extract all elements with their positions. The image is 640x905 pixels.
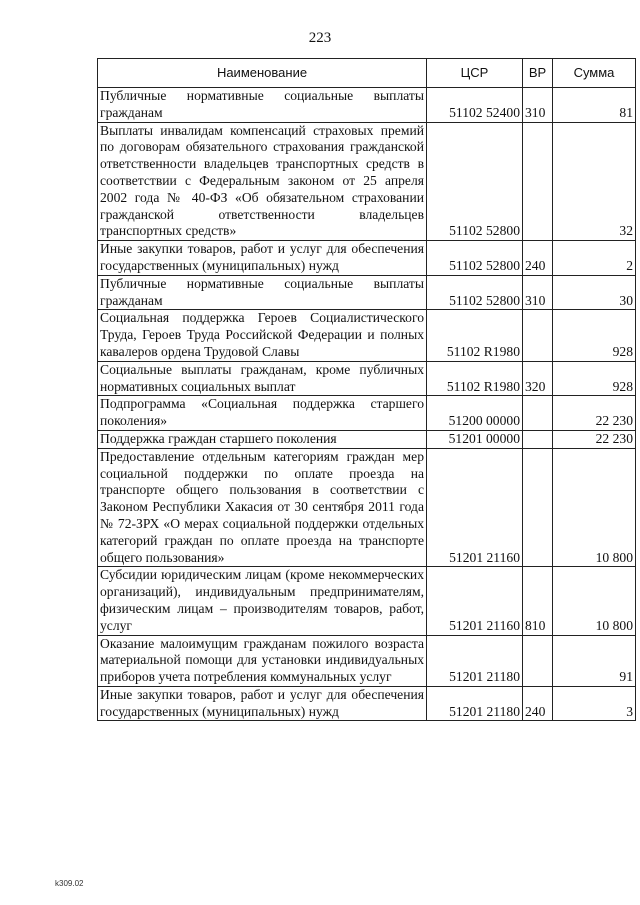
row-name: Субсидии юридическим лицам (кроме некоммерческих организаций), индивидуальным предпринимателям, физическим лицам – производителям товаров, работ, услуг [98, 567, 427, 635]
row-sum: 10 800 [553, 448, 636, 567]
footer-code: k309.02 [55, 879, 84, 888]
row-vr [523, 448, 553, 567]
table-body [98, 88, 636, 721]
row-name: Иные закупки товаров, работ и услуг для обеспечения государственных (муниципальных) нужд [98, 686, 427, 721]
row-name: Иные закупки товаров, работ и услуг для обеспечения государственных (муниципальных) нужд [98, 241, 427, 276]
row-sum: 32 [553, 122, 636, 241]
row-vr [523, 396, 553, 431]
table-row [98, 396, 636, 431]
row-sum: 30 [553, 275, 636, 310]
row-name: Предоставление отдельным категориям граждан мер социальной поддержки по оплате проезда на транспорте общего пользования в соответствии с Законом Республики Хакасия от 30 сентября 2011 года № 72-ЗРХ «О мерах социальной поддержки отдельных категорий граждан по оплате проезда на транспорте общего пользования» [98, 448, 427, 567]
row-name: Социальная поддержка Героев Социалистического Труда, Героев Труда Российской Федерации и полных кавалеров ордена Трудовой Славы [98, 310, 427, 361]
row-vr: 240 [523, 686, 553, 721]
row-sum: 3 [553, 686, 636, 721]
table-row [98, 567, 636, 635]
table-row [98, 686, 636, 721]
table-row [98, 430, 636, 448]
row-name: Поддержка граждан старшего поколения [98, 430, 427, 448]
row-vr [523, 430, 553, 448]
row-vr: 310 [523, 88, 553, 123]
table-row [98, 448, 636, 567]
table-header-row [98, 59, 636, 88]
table-row [98, 361, 636, 396]
table-row [98, 122, 636, 241]
row-code: 51102 52800 [427, 122, 523, 241]
budget-table [97, 58, 636, 721]
row-sum: 91 [553, 635, 636, 686]
row-sum: 22 230 [553, 430, 636, 448]
row-name: Подпрограмма «Социальная поддержка старшего поколения» [98, 396, 427, 431]
row-code: 51102 R1980 [427, 361, 523, 396]
table-row [98, 275, 636, 310]
row-name: Оказание малоимущим гражданам пожилого возраста материальной помощи для установки индивидуальных приборов учета потребления коммунальных услуг [98, 635, 427, 686]
row-sum: 10 800 [553, 567, 636, 635]
header-vr: ВР [523, 59, 553, 88]
row-vr: 310 [523, 275, 553, 310]
page-number: 223 [308, 30, 332, 46]
header-code: ЦСР [427, 59, 523, 88]
table-row [98, 88, 636, 123]
row-sum: 928 [553, 310, 636, 361]
row-vr: 320 [523, 361, 553, 396]
row-name: Публичные нормативные социальные выплаты гражданам [98, 275, 427, 310]
row-vr: 240 [523, 241, 553, 276]
header-name: Наименование [98, 59, 427, 88]
row-code: 51102 52800 [427, 275, 523, 310]
row-code: 51102 52400 [427, 88, 523, 123]
row-sum: 22 230 [553, 396, 636, 431]
table-row [98, 635, 636, 686]
table-row [98, 241, 636, 276]
row-code: 51201 21160 [427, 567, 523, 635]
row-code: 51102 R1980 [427, 310, 523, 361]
row-sum: 2 [553, 241, 636, 276]
row-sum: 928 [553, 361, 636, 396]
row-vr: 810 [523, 567, 553, 635]
row-code: 51200 00000 [427, 396, 523, 431]
row-name: Публичные нормативные социальные выплаты гражданам [98, 88, 427, 123]
header-sum: Сумма [553, 59, 636, 88]
row-code: 51201 21180 [427, 686, 523, 721]
row-code: 51201 00000 [427, 430, 523, 448]
row-name: Социальные выплаты гражданам, кроме публичных нормативных социальных выплат [98, 361, 427, 396]
row-sum: 81 [553, 88, 636, 123]
row-vr [523, 635, 553, 686]
row-vr [523, 310, 553, 361]
table-row [98, 310, 636, 361]
row-code: 51201 21180 [427, 635, 523, 686]
row-vr [523, 122, 553, 241]
row-code: 51201 21160 [427, 448, 523, 567]
row-name: Выплаты инвалидам компенсаций страховых премий по договорам обязательного страхования гражданской ответственности владельцев транспортных средств в соответствии с Федеральным законом от 25 апреля 2002 года № 40-ФЗ «Об обязательном страховании гражданской ответственности владельцев транспортных средств» [98, 122, 427, 241]
row-code: 51102 52800 [427, 241, 523, 276]
